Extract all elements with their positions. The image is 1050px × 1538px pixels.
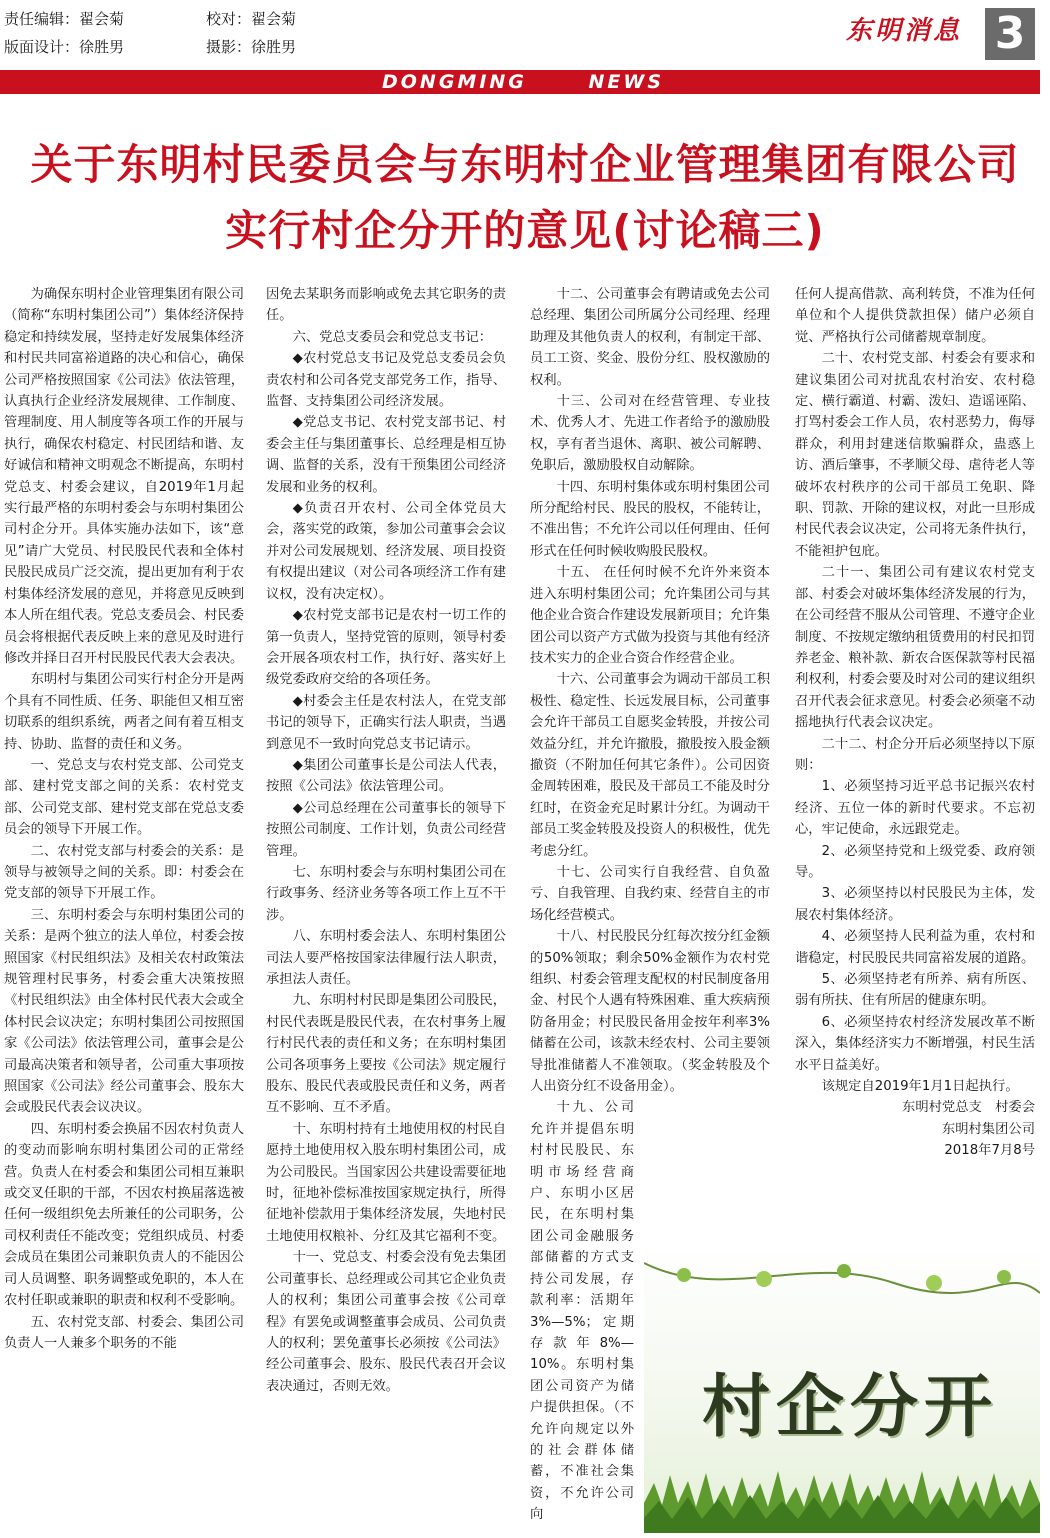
paragraph: 6、必须坚持农村经济发展改革不断深入，集体经济实力不断增强，村民生活水平日益美好。 — [795, 1014, 1035, 1073]
paragraph: 十五、 在任何时候不允许外来资本进入东明村集团公司；允许集团公司与其他企业合资合作建设发展新项目；允许集团公司以资产方式做为投资与其他有经济技术实力的企业合资合作经营企业。 — [530, 565, 770, 666]
paragraph: 十八、村民股民分红每次按分红金额的50%领取；剩余50%金额作为农村党组织、村委会管理支配权的村民制度备用金、村民个人遇有特殊困难、重大疾病预防备用金；村民股民备用金按年利率3%储蓄在公司，该款未经农村、公司主要领导批准储蓄人不准领取。（奖金转股及个人出资分红不设备用金）。 — [530, 929, 770, 1095]
band-left-text: DONGMING — [382, 71, 527, 93]
paragraph: 二、农村党支部与村委会的关系：是领导与被领导之间的关系。即：村委会在党支部的领导下开展工作。 — [4, 843, 244, 902]
paragraph: 二十二、村企分开后必须坚持以下原则： — [795, 736, 1035, 773]
article-title-line2: 实行村企分开的意见(讨论稿三) — [225, 206, 825, 255]
photographer-credit: 摄影：徐胜男 — [206, 38, 297, 56]
editor-credit: 责任编辑：翟会菊 — [4, 10, 125, 28]
vine-icon — [644, 1243, 1040, 1353]
paragraph: 十三、公司对在经营管理、专业技术、优秀人才、先进工作者给予的激励股权，享有者当退休、离职、被公司解聘、免职后，激励股权自动解除。 — [530, 394, 770, 474]
signature-date: 2018年7月8号 — [944, 1143, 1035, 1159]
paragraph: ◆农村党总支书记及党总支委员会负责农村和公司各党支部党务工作，指导、监督、支持集团公司经济发展。 — [266, 351, 506, 410]
paragraph: 4、必须坚持人民利益为重，农村和谐稳定，村民股民共同富裕发展的道路。 — [795, 929, 1035, 966]
paragraph: ◆负责召开农村、公司全体党员大会，落实党的政策，参加公司董事会会议并对公司发展规划、经济发展、项目投资有权提出建议（对公司各项经济工作有建议权，没有决定权）。 — [266, 501, 506, 602]
paragraph: 二十一、集团公司有建议农村党支部、村委会对破坏集体经济发展的行为，在公司经营不服从公司管理、不遵守企业制度、不按规定缴纳租赁费用的村民扣罚养老金、粮补款、新农合医保款等村民福利权利，村委会要及时对公司的建议组织召开代表会征求意见。村委会必须毫不动摇地执行代表会议决定。 — [795, 565, 1035, 731]
band-title — [382, 70, 716, 94]
article-column-2 — [266, 284, 506, 1397]
paragraph: ◆农村党支部书记是农村一切工作的第一负责人，坚持党管的原则，领导村委会开展各项农村工作，执行好、落实好上级党委政府交给的各项任务。 — [266, 608, 506, 688]
paragraph: 十七、公司实行自我经营、自负盈亏、自我管理、自我约束、经营自主的市场化经营模式。 — [530, 864, 770, 923]
paragraph: 5、必须坚持老有所养、病有所医、弱有所扶、住有所居的健康东明。 — [795, 972, 1035, 1009]
band-right-text: NEWS — [588, 71, 665, 93]
paragraph: 一、党总支与农村党支部、公司党支部、建村党支部之间的关系：农村党支部、公司党支部、建村党支部在党总支委员会的领导下开展工作。 — [4, 757, 244, 838]
page-number: 3 — [985, 8, 1035, 60]
paragraph: 六、党总支委员会和党总支书记： — [292, 329, 493, 345]
paragraph: 1、必须坚持习近平总书记振兴农村经济、五位一体的新时代要求。不忘初心，牢记使命，永远跟党走。 — [795, 779, 1035, 838]
paragraph: 该规定自2019年1月1日起执行。 — [821, 1079, 1019, 1095]
signature-line-2: 东明村集团公司 — [941, 1121, 1035, 1137]
illustration-caption: 村企分开 — [702, 1368, 999, 1447]
paragraph: ◆村委会主任是农村法人，在党支部书记的领导下，正确实行法人职责，当遇到意见不一致时向党总支书记请示。 — [266, 693, 506, 752]
paragraph: 3、必须坚持以村民股民为主体，发展农村集体经济。 — [795, 886, 1035, 923]
signature-line-1: 东明村党总支 村委会 — [902, 1100, 1035, 1116]
masthead-logo: 东明消息 — [846, 16, 963, 46]
paragraph: 东明村与集团公司实行村企分开是两个具有不同性质、任务、职能但又相互密切联系的组织系统，两者之间有着互相支持、协助、监督的责任和义务。 — [4, 672, 244, 752]
paragraph: 十九、公司允许并提倡东明村村民股民、东明市场经营商户、东明小区居民，在东明村集团公司金融服务部储蓄的方式支持公司发展，存款利率：活期年3%—5%；定期存款年8%—10%。东明村集团公司资产为储户提供担保。（不允许向规定以外的社会群体储蓄，不准社会集资，不允许公司向 — [530, 1100, 634, 1523]
article-column-1 — [4, 284, 244, 1354]
designer-credit: 版面设计：徐胜男 — [4, 38, 125, 56]
paragraph: ◆公司总经理在公司董事长的领导下按照公司制度、工作计划，负责公司经营管理。 — [266, 800, 506, 859]
paragraph: 因免去某职务而影响或免去其它职务的责任。 — [266, 287, 506, 324]
illustration-village-enterprise — [644, 1243, 1040, 1533]
paragraph: 十六、公司董事会为调动干部员工积极性、稳定性、长远发展目标，公司董事会允许干部员工自愿奖金转股，并按公司效益分红，并允许撤股，撤股按入股金额撤资（不附加任何其它条件）。公司因资金周转困难，股民及干部员工不能及时分红时，在资金充足时累计分红。为调动干部员工奖金转股及投资人的积极性，优先考虑分红。 — [530, 672, 770, 859]
paragraph: ◆集团公司董事长是公司法人代表，按照《公司法》依法管理公司。 — [266, 757, 506, 795]
paragraph: 七、东明村委会与东明村集团公司在行政事务、经济业务等各项工作上互不干涉。 — [266, 864, 506, 923]
paragraph: ◆党总支书记、农村党支部书记、村委会主任与集团董事长、总经理是相互协调、监督的关系，没有干预集团公司经济发展和业务的权利。 — [266, 415, 506, 495]
paragraph: 十二、公司董事会有聘请或免去公司总经理、集团公司所属分公司经理、经理助理及其他负责人的权利，有制定干部、员工工资、奖金、股份分红、股权激励的权利。 — [530, 287, 770, 388]
paragraph: 2、必须坚持党和上级党委、政府领导。 — [795, 843, 1035, 880]
paragraph: 十一、党总支、村委会没有免去集团公司董事长、总经理或公司其它企业负责人的权利；集团公司董事会按《公司章程》有罢免或调整董事会成员、公司负责人的权利；罢免董事长必须按《公司法》经公司董事会、股东、股民代表召开会议表决通过，否则无效。 — [266, 1250, 506, 1394]
grass-icon — [644, 1463, 1040, 1533]
paragraph: 为确保东明村企业管理集团有限公司（简称“东明村集团公司”）集体经济保持稳定和持续发展，坚持走好发展集体经济和村民共同富裕道路的决心和信心，确保公司严格按照国家《公司法》依法管理，认真执行企业经济发展规律、工作制度、管理制度、用人制度等各项工作的开展与执行，确保农村稳定、村民团结和谐、友好诚信和精神文明观念不断提高，东明村党总支、村委会建议，自2019年1月起实行最严格的东明村委会与东明村集团公司村企分开。具体实施办法如下，该“意见”请广大党员、村民股民代表和全体村民股民成员广泛交流，提出更加有利于农村集体经济发展的意见，并将意见反映到本人所在组代表。党总支委员会、村民委员会将根据代表反映上来的意见及时进行修改并择日召开村民股民代表大会表决。 — [4, 287, 244, 666]
paragraph: 十、东明村持有土地使用权的村民自愿持土地使用权入股东明村集团公司，成为公司股民。当国家因公共建设需要征地时，征地补偿标准按国家规定执行，所得征地补偿款用于集体经济发展，失地村民土地使用权粮补、分红及其它福利不变。 — [266, 1121, 506, 1244]
paragraph: 八、东明村委会法人、东明村集团公司法人要严格按国家法律履行法人职责，承担法人责任。 — [266, 929, 506, 987]
paragraph: 四、东明村委会换届不因农村负责人的变动而影响东明村集团公司的正常经营。负责人在村委会和集团公司相互兼职或交叉任职的干部，不因农村换届落选被任何一级组织免去所兼任的公司职务，公司权利责任不能改变；党组织成员、村委会成员在集团公司兼职负责人的不能因公司人员调整、职务调整或免职的，本人在农村任职或兼职的职责和权利不受影响。 — [4, 1121, 244, 1309]
proofreader-credit: 校对：翟会菊 — [206, 10, 297, 28]
article-column-4 — [795, 284, 1035, 1162]
paragraph: 九、东明村村民即是集团公司股民，村民代表既是股民代表，在农村事务上履行村民代表的责任和义务；在东明村集团公司各项事务上要按《公司法》规定履行股东、股民代表或股民责任和义务，两者互不影响、互不矛盾。 — [266, 993, 506, 1116]
paragraph: 任何人提高借款、高利转贷，不准为任何单位和个人提供贷款担保）储户必须自觉、严格执行公司储蓄规章制度。 — [795, 287, 1035, 345]
paragraph: 三、东明村委会与东明村集团公司的关系：是两个独立的法人单位，村委会按照国家《村民组织法》及相关农村政策法规管理村民事务，村委会重大决策按照《村民组织法》由全体村民代表大会或全体村民会议决定；东明村集团公司按照国家《公司法》依法管理公司，董事会是公司最高决策者和领导者，公司重大事项按照国家《公司法》经公司董事会、股东大会或股民代表会议决议。 — [4, 907, 244, 1116]
paragraph: 二十、农村党支部、村委会有要求和建议集团公司对扰乱农村治安、农村稳定、横行霸道、村霸、泼妇、造谣诬陷、打骂村委会工作人员，农村恶势力，侮辱群众，利用封建迷信欺骗群众，蛊惑上访、酒后肇事，不孝顺父母、虐待老人等破坏农村秩序的公司干部员工免职、降职、罚款、开除的建议权，对此一旦形成村民代表会议决定，公司将无条件执行，不能袒护包庇。 — [795, 351, 1035, 559]
paragraph: 五、农村党支部、村委会、集团公司负责人一人兼多个职务的不能 — [4, 1314, 244, 1351]
article-title-line1: 关于东明村民委员会与东明村企业管理集团有限公司 — [30, 140, 1020, 189]
paragraph: 十四、东明村集体或东明村集团公司所分配给村民、股民的股权，不能转让，不准出售；不允许公司以任何理由、任何形式在任何时候收购股民股权。 — [530, 479, 770, 559]
